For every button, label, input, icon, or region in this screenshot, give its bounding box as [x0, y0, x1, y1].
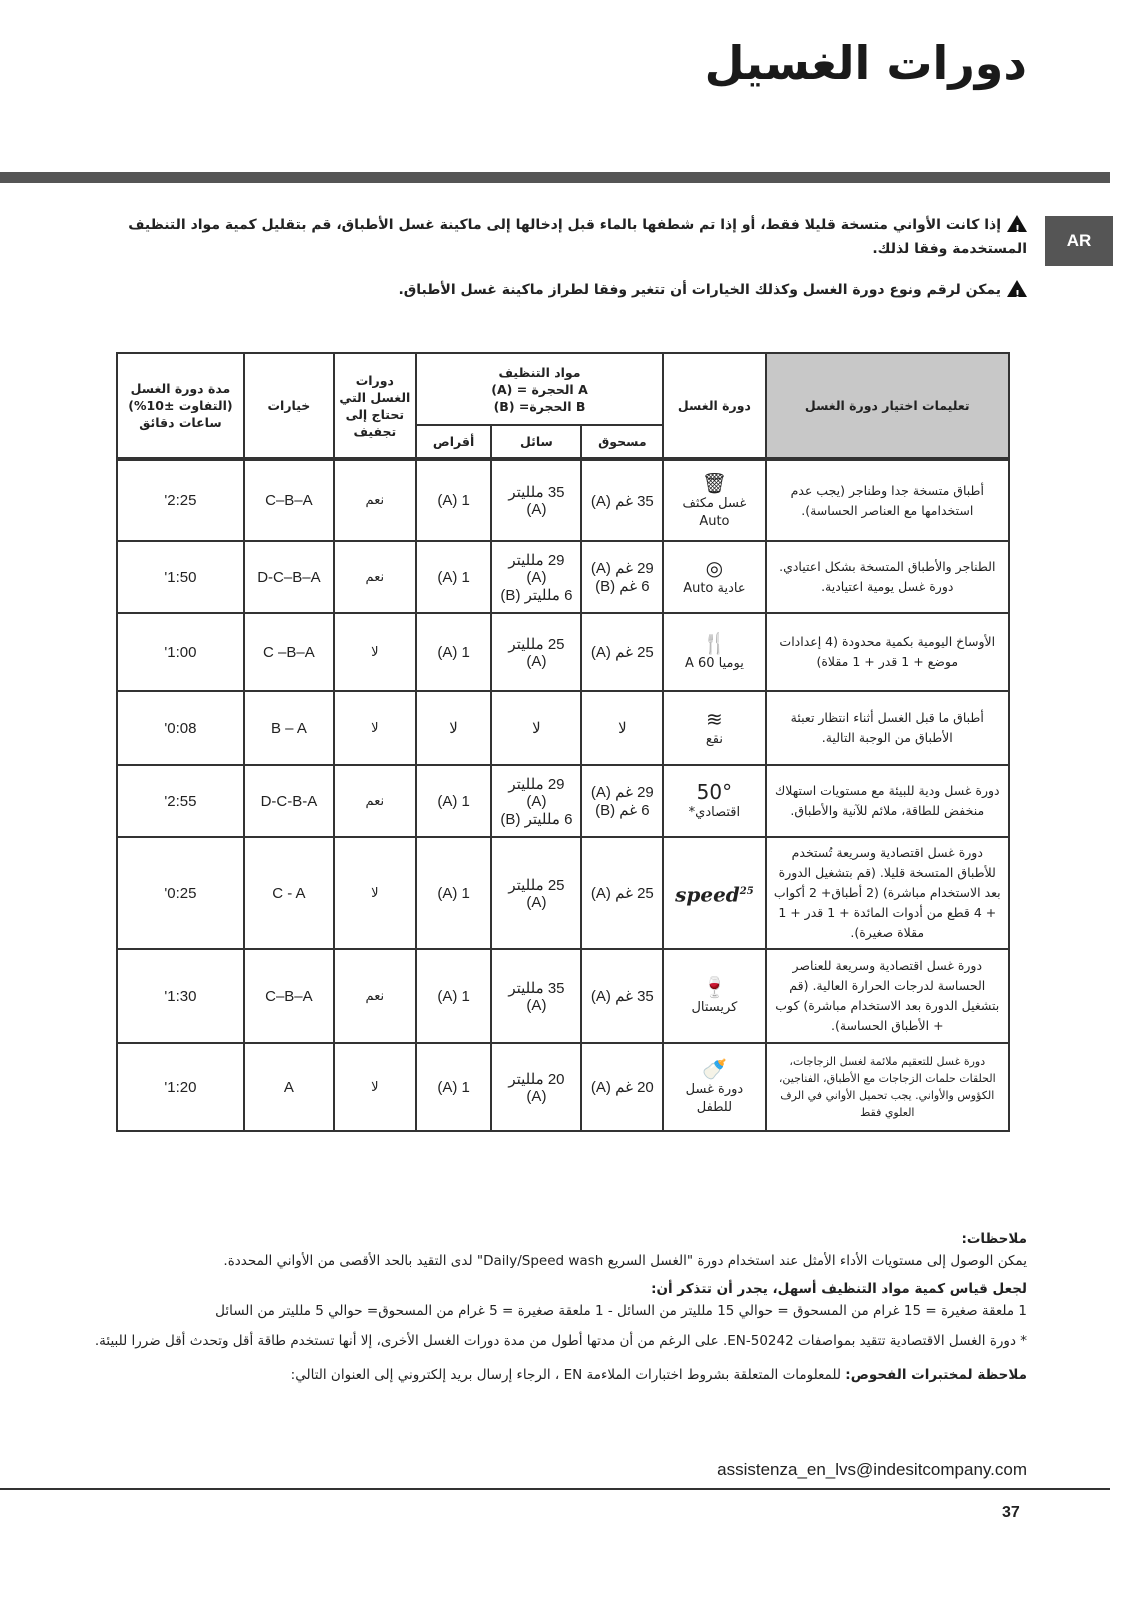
warning-text-1: إذا كانت الأواني متسخة قليلا فقط، أو إذا تم شطفها بالماء قبل إدخالها إلى ماكينة غسل الأطباق، قم بتقليل كمية مواد التنظيف المستخدمة وفقا لذلك.	[128, 217, 1027, 257]
liquid-value-b: 6 ملليتر (B)	[500, 586, 573, 604]
liquid-value: 35 ملليتر (A)	[508, 979, 565, 1014]
cycle-name: نقع	[705, 732, 723, 747]
footer-divider	[0, 1488, 1110, 1490]
duration-cell: 0:08'	[117, 691, 244, 765]
header-drying-l2: الغسل التي	[339, 389, 411, 405]
options-cell: C –B–A	[244, 613, 334, 691]
header-liquid: سائل	[491, 425, 581, 459]
duration-cell: 1:50'	[117, 541, 244, 613]
header-divider	[0, 172, 1110, 183]
crystal-glass-icon: 🍷	[701, 975, 727, 999]
note-lab	[87, 1364, 1027, 1386]
header-instructions: تعليمات اختيار دورة الغسل	[766, 353, 1009, 459]
options-cell: D-C–B–A	[244, 541, 334, 613]
liquid-cell	[491, 459, 581, 541]
liquid-cell	[491, 1043, 581, 1131]
liquid-cell	[491, 837, 581, 949]
wash-cycles-table	[116, 352, 1010, 1132]
tablets-cell: 1 (A)	[416, 459, 492, 541]
liquid-value: لا	[532, 720, 541, 737]
cycle-row	[117, 837, 1009, 949]
cycle-description: دورة غسل اقتصادية وسريعة للعناصر الحساسة لدرجات الحرارة العالية. (قم بتشغيل الدورة بعد الاستخدام مباشرة) كوب + الأطباق الحساسة).	[766, 949, 1009, 1043]
header-drying-l3: تحتاج إلى	[345, 406, 405, 422]
powder-value: 25 غم (A)	[590, 644, 654, 661]
header-cycle: دورة الغسل	[663, 353, 765, 459]
page-number: 37	[1002, 1504, 1020, 1521]
powder-cell	[581, 459, 663, 541]
drying-cell: نعم	[334, 541, 416, 613]
soak-icon: ≋	[706, 707, 723, 731]
powder-value: 29 غم (A)	[590, 560, 654, 577]
drying-cell: لا	[334, 837, 416, 949]
header-duration-l1: مدة دورة الغسل	[130, 381, 231, 396]
powder-value: 20 غم (A)	[590, 1079, 654, 1096]
intensive-pot-icon: 🗑	[701, 470, 728, 495]
baby-bottle-icon: 🍼	[701, 1057, 727, 1081]
note-measure-heading: لجعل قياس كمية مواد التنظيف أسهل، يجدر أن تتذكر أن:	[651, 1281, 1027, 1297]
note-measure-text: 1 ملعقة صغيرة = 15 غرام من المسحوق = حوالي 15 ملليتر من السائل - 1 ملعقة صغيرة = 5 غرام من المسحوق= حوالي 5 ملليتر من السائل	[215, 1303, 1027, 1319]
options-cell: C–B–A	[244, 949, 334, 1043]
tablets-cell: 1 (A)	[416, 541, 492, 613]
cycle-name-cell	[663, 613, 765, 691]
header-duration-l3: ساعات دقائق	[139, 415, 222, 430]
duration-cell: 1:30'	[117, 949, 244, 1043]
note-lab-heading: ملاحظة لمختبرات الفحوص:	[845, 1367, 1027, 1383]
eco-50-icon: 50°	[696, 780, 733, 804]
cycle-name: كريستال	[691, 1000, 738, 1015]
cycle-name-cell	[663, 837, 765, 949]
header-options: خيارات	[244, 353, 334, 459]
liquid-value: 29 ملليتر (A)	[508, 551, 565, 586]
options-cell: C - A	[244, 837, 334, 949]
header-drying-l1: دورات	[355, 372, 394, 388]
powder-cell	[581, 541, 663, 613]
powder-value: 29 غم (A)	[590, 784, 654, 801]
note-eco: * دورة الغسل الاقتصادية تتقيد بمواصفات EN-50242. على الرغم من أن مدتها أطول من مدة دورات الغسل الأخرى، إلا أنها تستخدم طاقة أقل وتحدث أقل ضررا للبيئة.	[94, 1333, 1027, 1349]
drying-cell: نعم	[334, 949, 416, 1043]
header-drying	[334, 353, 416, 459]
drying-cell: نعم	[334, 459, 416, 541]
powder-cell	[581, 949, 663, 1043]
liquid-cell	[491, 949, 581, 1043]
cycle-description: الطناجر والأطباق المتسخة بشكل اعتيادي. دورة غسل يومية اعتيادية.	[766, 541, 1009, 613]
normal-pot-icon: ◎	[705, 556, 724, 580]
duration-cell: 0:25'	[117, 837, 244, 949]
duration-cell: 2:55'	[117, 765, 244, 837]
tablets-cell: 1 (A)	[416, 837, 492, 949]
powder-value-b: 6 غم (B)	[595, 802, 650, 819]
tablets-cell: 1 (A)	[416, 1043, 492, 1131]
header-tablets: أقراص	[416, 425, 492, 459]
liquid-value: 35 ملليتر (A)	[508, 484, 565, 518]
powder-value: لا	[618, 720, 627, 737]
cycle-name-cell	[663, 459, 765, 541]
duration-cell: 2:25'	[117, 459, 244, 541]
liquid-value: 20 ملليتر (A)	[508, 1070, 565, 1105]
note-lab-text: للمعلومات المتعلقة بشروط اختبارات الملاءمة EN ، الرجاء إرسال بريد إلكتروني إلى العنوان التالي:	[290, 1367, 841, 1383]
duration-cell: 1:20'	[117, 1043, 244, 1131]
cycle-name: اقتصادي*	[688, 805, 741, 820]
header-duration	[117, 353, 244, 459]
cycle-description: أطباق متسخة جدا وطناجر (يجب عدم استخدامها مع العناصر الحساسة).	[766, 459, 1009, 541]
cycle-description: دورة غسل اقتصادية وسريعة تُستخدم للأطباق المتسخة قليلا. (قم بتشغيل الدورة بعد الاستخدام مباشرة) (2 أطباق+ 2 أكواب + 4 قطع من أدوات المائدة + 1 قدر + 1 مقلاة صغيرة).	[766, 837, 1009, 949]
note-daily-speed: يمكن الوصول إلى مستويات الأداء الأمثل عند استخدام دورة "الغسل السريع Daily/Speed wash" لدى التقيد بالحد الأقصى من الأواني المحددة.	[223, 1253, 1027, 1269]
speed-25-icon: speed$^{25}$	[675, 882, 754, 907]
powder-cell	[581, 691, 663, 765]
lab-email-link[interactable]: assistenza_en_lvs@indesitcompany.com	[717, 1460, 1027, 1479]
header-powder: مسحوق	[581, 425, 663, 459]
cycle-name-cell	[663, 541, 765, 613]
header-detergent	[416, 353, 664, 425]
liquid-cell	[491, 613, 581, 691]
warning-icon	[1007, 280, 1027, 297]
cycle-description: أطباق ما قبل الغسل أثناء انتظار تعبئة الأطباق من الوجبة التالية.	[766, 691, 1009, 765]
options-cell: A	[244, 1043, 334, 1131]
cycle-name-cell	[663, 691, 765, 765]
plate-cutlery-icon: 🍴	[701, 631, 727, 655]
notes-section	[87, 1228, 1027, 1386]
notes-heading: ملاحظات:	[961, 1231, 1027, 1247]
cycle-row	[117, 949, 1009, 1043]
cycle-row	[117, 541, 1009, 613]
cycle-name: عادية Auto	[683, 581, 746, 596]
cycle-description: دورة غسل للتعقيم ملائمة لغسل الزجاجات، الحلقات حلمات الزجاجات مع الأطباق، الفناجين، الكؤوس والأواني. يجب تحميل الأواني في الرف العلوي فقط	[766, 1043, 1009, 1131]
language-badge: AR	[1045, 216, 1113, 266]
liquid-cell	[491, 691, 581, 765]
powder-value-b: 6 غم (B)	[595, 578, 650, 595]
liquid-cell	[491, 765, 581, 837]
header-duration-l2: (التفاوت ±10%)	[128, 398, 233, 413]
cycle-description: دورة غسل ودية للبيئة مع مستويات استهلاك منخفض للطاقة، ملائم للآنية والأطباق.	[766, 765, 1009, 837]
cycle-row	[117, 691, 1009, 765]
cycle-row	[117, 613, 1009, 691]
drying-cell: لا	[334, 613, 416, 691]
drying-cell: لا	[334, 1043, 416, 1131]
liquid-value: 25 ملليتر (A)	[508, 635, 565, 670]
warning-icon	[1007, 215, 1027, 232]
header-detergent-title: مواد التنظيف	[498, 364, 581, 380]
drying-cell: لا	[334, 691, 416, 765]
drying-cell: نعم	[334, 765, 416, 837]
powder-cell	[581, 837, 663, 949]
tablets-cell: 1 (A)	[416, 949, 492, 1043]
cycle-name: يوميا 60 A	[684, 656, 744, 671]
options-cell: B – A	[244, 691, 334, 765]
options-cell: D-C-B-A	[244, 765, 334, 837]
warning-text-2: يمكن لرقم ونوع دورة الغسل وكذلك الخيارات أن تتغير وفقا لطراز ماكينة غسل الأطباق.	[398, 282, 1001, 298]
cycle-row	[117, 459, 1009, 541]
header-detergent-a: A الحجرة = (A)	[491, 381, 588, 397]
warning-note-2	[107, 278, 1027, 302]
powder-value: 35 غم (A)	[590, 988, 654, 1005]
cycle-description: الأوساخ اليومية بكمية محدودة (4 إعدادات موضع + 1 قدر + 1 مقلاة)	[766, 613, 1009, 691]
powder-cell	[581, 765, 663, 837]
cycle-row	[117, 1043, 1009, 1131]
powder-value: 35 غم (A)	[590, 492, 654, 510]
tablets-cell: 1 (A)	[416, 613, 492, 691]
cycle-name: دورة غسل للطفل	[685, 1082, 744, 1115]
powder-value: 25 غم (A)	[590, 885, 654, 902]
powder-cell	[581, 613, 663, 691]
header-drying-l4: تجفيف	[353, 423, 397, 439]
header-detergent-b: B الحجرة= (B)	[493, 398, 586, 414]
options-cell: C–B–A	[244, 459, 334, 541]
liquid-cell	[491, 541, 581, 613]
warning-note-1	[107, 213, 1027, 261]
cycle-name-cell	[663, 765, 765, 837]
cycle-name-cell	[663, 1043, 765, 1131]
liquid-value: 29 ملليتر (A)	[508, 775, 565, 810]
liquid-value: 25 ملليتر (A)	[508, 876, 565, 911]
tablets-cell: 1 (A)	[416, 765, 492, 837]
cycle-name: غسل مكثف Auto	[682, 495, 747, 529]
liquid-value-b: 6 ملليتر (B)	[500, 810, 573, 828]
page-title: دورات الغسيل	[704, 36, 1027, 90]
cycle-name-cell	[663, 949, 765, 1043]
duration-cell: 1:00'	[117, 613, 244, 691]
powder-cell	[581, 1043, 663, 1131]
tablets-cell: لا	[416, 691, 492, 765]
cycle-row	[117, 765, 1009, 837]
